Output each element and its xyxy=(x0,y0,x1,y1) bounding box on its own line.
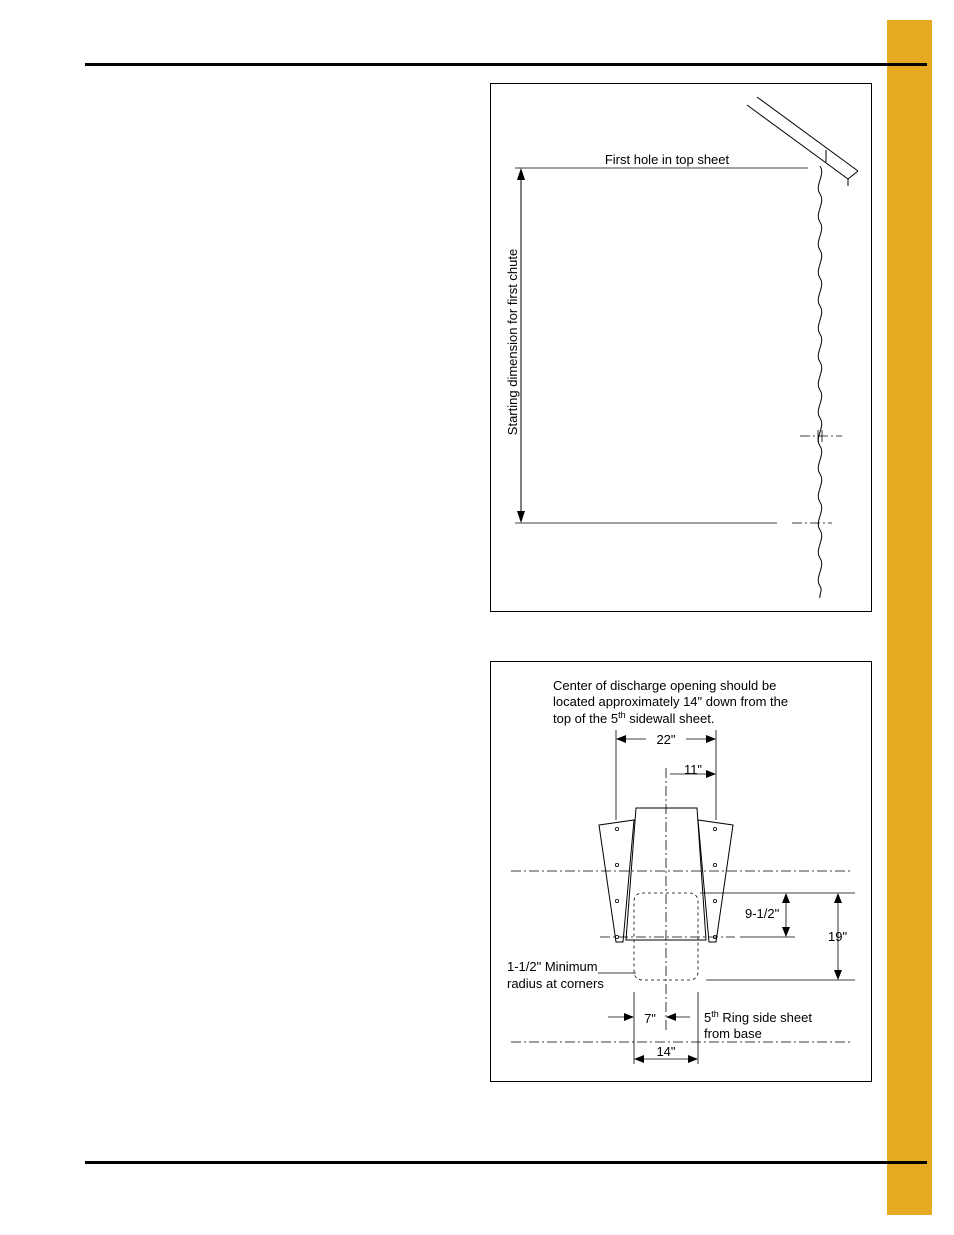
dimension-14-label: 14" xyxy=(656,1044,676,1059)
dimension-19-label: 19" xyxy=(828,929,848,944)
note-line-2: located approximately 14" down from the xyxy=(553,694,789,709)
dimension-7 xyxy=(608,992,698,1064)
dimension-7-label: 7" xyxy=(644,1011,656,1026)
starting-dimension-label: Starting dimension for first chute xyxy=(505,248,520,436)
top-hole-label: First hole in top sheet xyxy=(604,152,730,167)
radius-note-line-1: 1-1/2" Minimum xyxy=(507,959,598,974)
dimension-11-label: 11" xyxy=(683,762,703,777)
ring-note-line-2: from base xyxy=(704,1026,762,1041)
note-line-1: Center of discharge opening should be xyxy=(553,678,777,693)
dimension-22-label: 22" xyxy=(656,732,676,747)
right-flange xyxy=(698,820,733,942)
left-flange xyxy=(599,820,634,942)
note-line-3: top of the 5th sidewall sheet. xyxy=(553,710,715,726)
dimension-9-1-2-label: 9-1/2" xyxy=(745,906,780,921)
ring-note-line-1: 5th Ring side sheet xyxy=(704,1009,812,1025)
radius-note-line-2: radius at corners xyxy=(507,976,604,991)
